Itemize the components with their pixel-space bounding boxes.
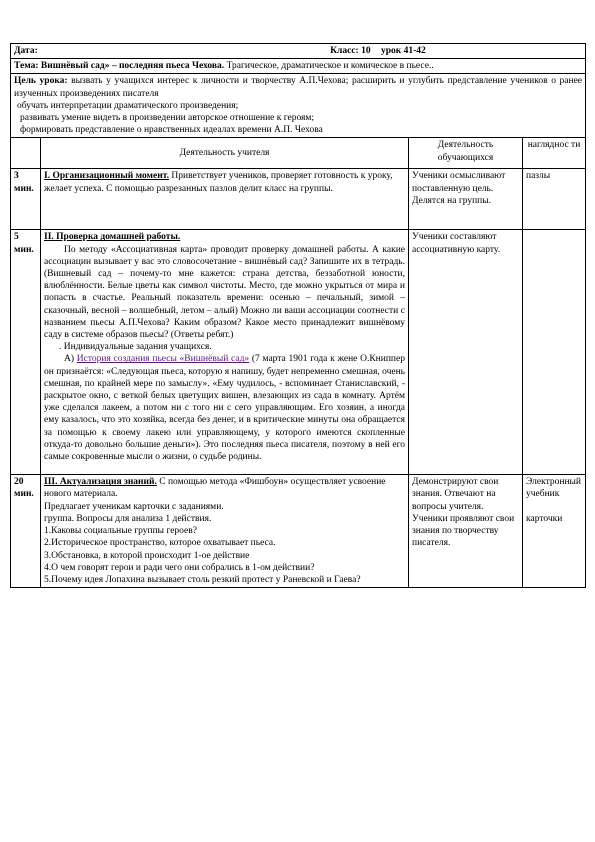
row3-line-2: Предлагает ученикам карточки с заданиями.: [44, 501, 224, 512]
row2-paragraph-3: [44, 353, 405, 463]
row1-teacher: [41, 169, 409, 230]
col-student-header: Деятельность обучающихся: [409, 138, 523, 169]
row1-student: Ученики осмысливают поставленную цель. Делятся на группы.: [409, 169, 523, 230]
col-time-header: [11, 138, 41, 169]
date-class-row: [11, 44, 586, 59]
col-teacher-header: Деятельность учителя: [41, 138, 409, 169]
row3-visual: [523, 475, 586, 588]
row3-teacher: [41, 475, 409, 588]
row2-student: Ученики составляют ассоциативную карту.: [409, 230, 523, 475]
topic-rest: Трагическое, драматическое и комическое в пьесе..: [224, 61, 434, 72]
question-item: 3.Обстановка, в которой происходит 1-ое действие: [44, 550, 250, 561]
row2-p3-prefix: А): [64, 354, 77, 365]
goal-line-2: обучать интерпретации драматического произведения;: [17, 100, 239, 111]
row2-p3-text: (7 марта 1901 года к жене О.Книппер он признаётся: «Следующая пьеса, которую я напишу, будет непременно смешная, очень смешная, по крайней мере по замыслу». «Ему чудилось, - вспоминает Станиславский, - раскрытое окно, с веткой белых цветущих вишен, влезающих из сада в комнату. Артём уже сделался лакеем, а потом ни с того ни с сего управляющим. Его хозяин, а иногда ему казалось, что это хозяйка, всегда без денег, и в критические минуты она обращается за помощью к своему лакею или управляющему, у которого имеются скопленные откуда-то довольно большие деньги»). Это последняя пьеса писателя, поэтому в ней его самые сокровенные мысли о жизни, о судьбе родины.: [44, 354, 405, 463]
row3-visual-1: Электронный учебник: [526, 477, 581, 500]
goal-line-3: развивать умение видеть в произведении авторское отношение к героям;: [20, 113, 315, 124]
topic-title: Вишнёвый сад» – последняя пьеса Чехова.: [40, 61, 225, 72]
row1-time: 3 мин.: [11, 169, 41, 230]
goal-label: Цель урока:: [14, 76, 68, 87]
row3-stage-text: С помощью метода «Фишбоун» осуществляет усвоение нового материала.: [44, 477, 386, 500]
row3-line-3: группа. Вопросы для анализа 1 действия.: [44, 513, 212, 524]
question-item: 4.О чем говорят герои и ради чего они собрались в 1-ом действии?: [44, 562, 315, 573]
row3-stage-title: III. Актуализация знаний.: [44, 477, 157, 488]
row2-teacher: [41, 230, 409, 475]
question-item: 1.Каковы социальные группы героев?: [44, 526, 197, 537]
row2-gap: [44, 463, 405, 473]
col-visual-header: нагляднос ти: [523, 138, 586, 169]
row2-visual: [523, 230, 586, 475]
row2-stage-title: II. Проверка домашней работы.: [44, 232, 181, 243]
lesson-table: [10, 43, 586, 588]
row3-visual-2: карточки: [526, 513, 563, 524]
topic-label: Тема:: [14, 61, 39, 72]
row2-paragraph-2: . Индивидуальные задания учащихся.: [59, 342, 212, 353]
row2-paragraph-1: По методу «Ассоциативная карта» проводит проверку домашней работы. А какие ассоциации вызывает у вас это словосочетание - вишнёвый сад? Запишите их в тетрадь. (Вишневый сад – почему-то мне кажется: страна детства, беззаботной юности, влюблённости. Белые цветы как символ чистоты. Место, где можно укрыться от мира и попасть в счастье. Реальный показатель времени: осенью – печальный, зимой – сказочный, весной – волшебный, летом – алый) Можно ли ваши ассоциации соотнести с названием пьесы А.П.Чехова? Каким образом? Какое место принадлежит вишнёвому саду в системе образов пьесы? (Ответы ребят.): [44, 244, 405, 341]
question-item: 2.Историческое пространство, которое охватывает пьеса.: [44, 538, 276, 549]
history-link[interactable]: История создания пьесы «Вишнёвый сад»: [76, 354, 250, 365]
row1-stage-text: Приветствует учеников, проверяет готовность к уроку, желает успеха. С помощью разрезанных пазлов делит класс на группы.: [44, 171, 393, 194]
class-label: Класс: 10: [330, 46, 371, 56]
lesson-label: урок 41-42: [380, 46, 426, 56]
question-item: 5.Почему идея Лопахина вызывает столь резкий протест у Раневской и Гаева?: [44, 574, 361, 585]
lesson-plan: [10, 43, 585, 588]
row3-time: 20 мин.: [11, 475, 41, 588]
goal-text: вызвать у учащихся интерес к личности и творчеству А.П.Чехова; расширить и углубить представление учеников о ранее изученных произведениях писателя: [14, 76, 583, 99]
date-label: Дата:: [14, 46, 38, 56]
row1-visual: пазлы: [523, 169, 586, 230]
goal-row: [11, 74, 586, 138]
topic-row: [11, 59, 586, 74]
row2-time: 5 мин.: [11, 230, 41, 475]
goal-line-4: формировать представление о нравственных идеалах времени А.П. Чехова: [20, 125, 323, 136]
row3-student: Демонстрируют свои знания. Отвечают на вопросы учителя. Ученики проявляют свои знания по творчеству писателя.: [409, 475, 523, 588]
row1-stage-title: I. Организационный момент.: [44, 171, 170, 182]
